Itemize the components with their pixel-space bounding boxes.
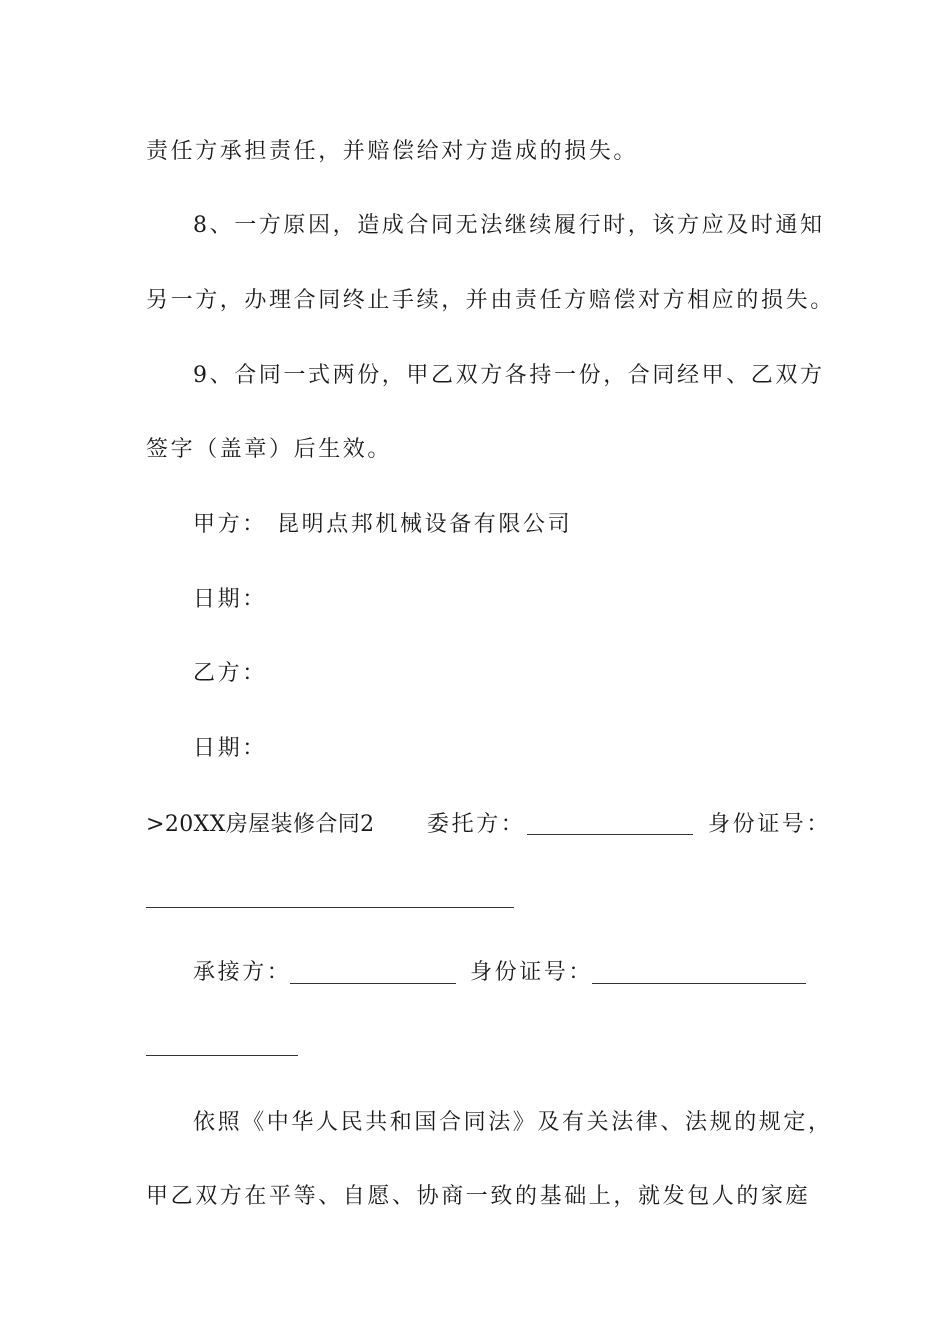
contract-2-heading: >20XX房屋装修合同2 (146, 812, 375, 837)
date-label-b: 日期： (193, 736, 267, 761)
contractor-name-blank (290, 983, 456, 984)
party-a-name: 昆明点邦机械设备有限公司 (277, 512, 573, 537)
paragraph-9-line-2: 签字（盖章）后生效。 (146, 437, 393, 462)
paragraph-8-line-1: 8、一方原因，造成合同无法继续履行时，该方应及时通知 (193, 213, 825, 238)
contractor-label: 承接方： (193, 960, 292, 985)
client-name-blank (527, 834, 693, 835)
client-id-blank (146, 907, 514, 908)
client-id-label: 身份证号： (708, 812, 832, 837)
party-b-label: 乙方： (193, 661, 267, 686)
client-label: 委托方： (427, 812, 526, 837)
date-label-a: 日期： (193, 587, 267, 612)
paragraph-9-line-1: 9、合同一式两份，甲乙双方各持一份，合同经甲、乙双方 (193, 363, 825, 388)
contractor-id-label: 身份证号： (470, 960, 594, 985)
contractor-id-blank-2 (146, 1055, 298, 1056)
intro-line-1: 依照《中华人民共和国合同法》及有关法律、法规的规定， (193, 1110, 833, 1135)
contractor-id-blank-1 (592, 983, 806, 984)
paragraph-7-continuation: 责任方承担责任，并赔偿给对方造成的损失。 (146, 139, 639, 164)
intro-line-2: 甲乙双方在平等、自愿、协商一致的基础上，就发包人的家庭 (146, 1184, 811, 1209)
party-a-label: 甲方： (193, 512, 267, 537)
paragraph-8-line-2: 另一方，办理合同终止手续，并由责任方赔偿对方相应的损失。 (146, 288, 835, 313)
